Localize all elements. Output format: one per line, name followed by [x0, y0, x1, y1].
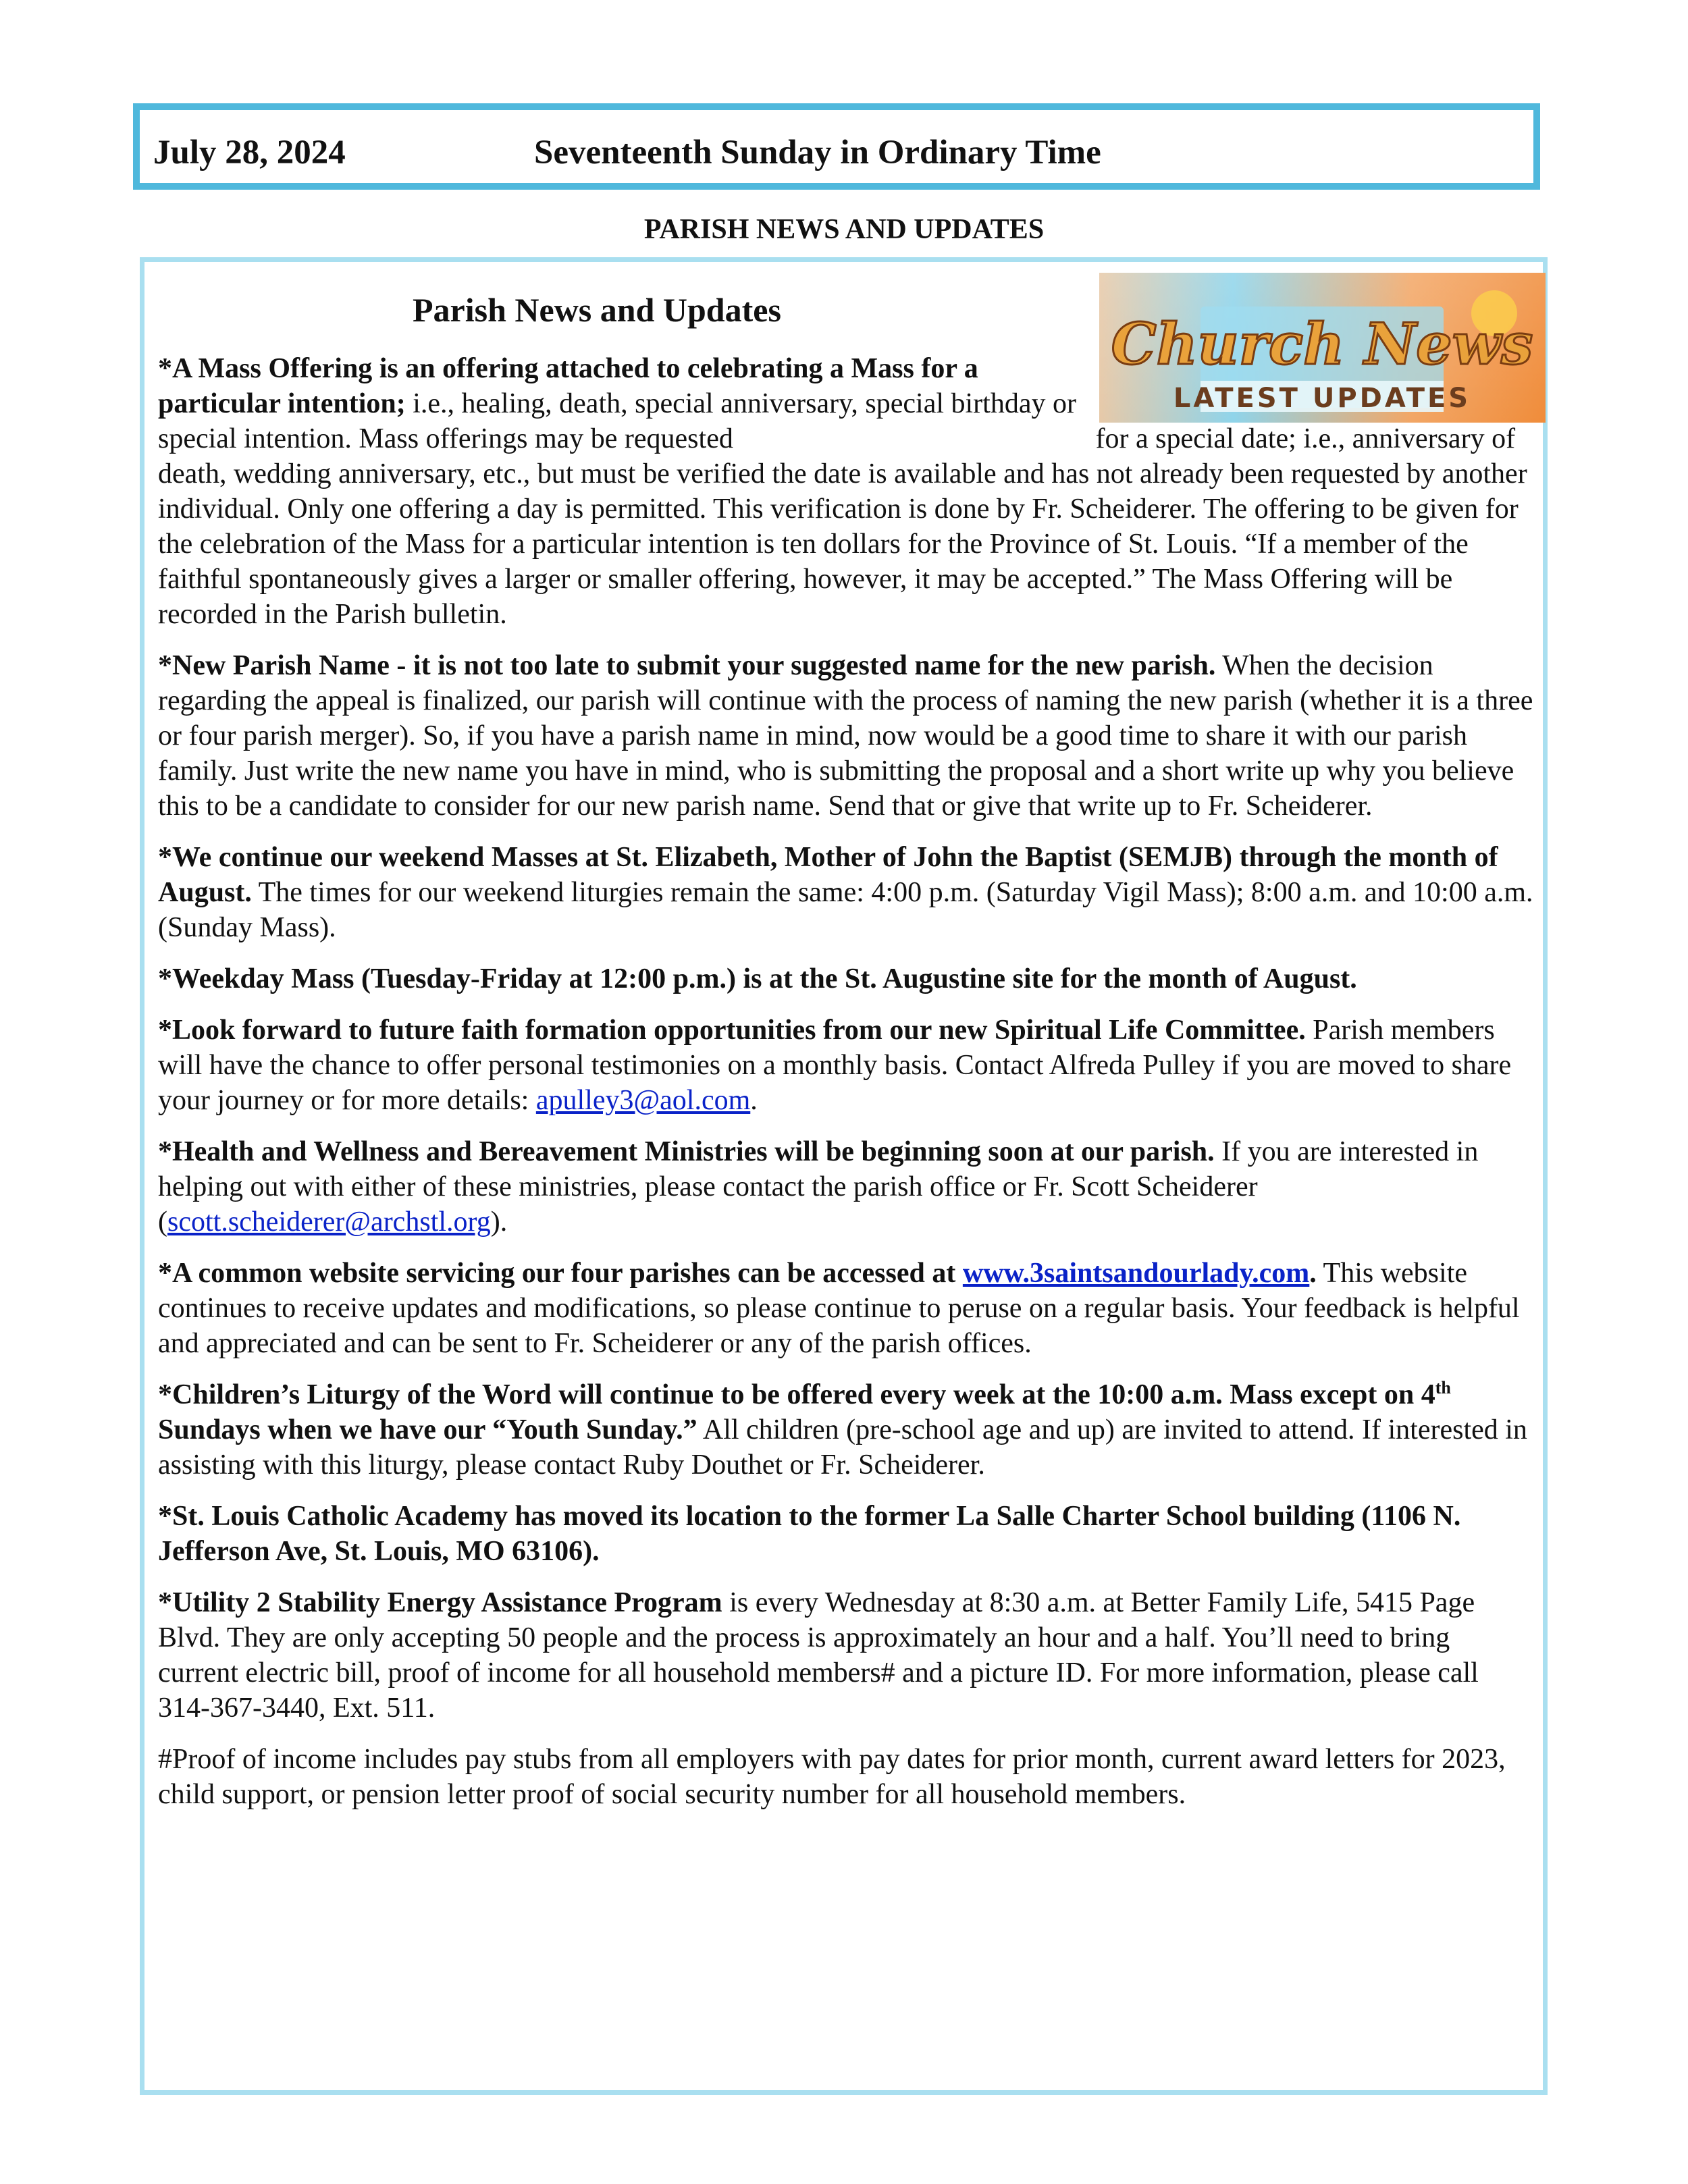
- weekday-mass-bold: *Weekday Mass (Tuesday-Friday at 12:00 p.m.) is at the St. Augustine site for the month of August.: [158, 963, 1357, 994]
- childrens-liturgy-item: [158, 1377, 1535, 1483]
- mass-offering-item: [158, 351, 1535, 632]
- image-subtitle-text: LATEST UPDATES: [1173, 383, 1471, 414]
- new-name-bold: *New Parish Name - it is not too late to submit your suggested name for the new parish.: [158, 650, 1216, 681]
- health-wellness-end: ).: [490, 1206, 508, 1237]
- utility-bold: *Utility 2 Stability Energy Assistance Program: [158, 1587, 722, 1618]
- spiritual-life-bold: *Look forward to future faith formation opportunities from our new Spiritual Life Committee.: [158, 1015, 1306, 1046]
- mass-offering-text: for a special date; i.e., anniversary of death, wedding anniversary, etc., but must be verified the date is available and has not already been requested by another individual. Only one offering a day is permitted. This verification is done by Fr. Scheiderer. The offering to be given for the celebration of the Mass for a particular intention is ten dollars for the Province of St. Louis. “If a member of the faithful spontaneously gives a larger or smaller offering, however, it may be accepted.” The Mass Offering will be recorded in the Parish bulletin.: [158, 423, 1527, 630]
- mass-offering-narrow: [158, 351, 1088, 456]
- website-link[interactable]: www.3saintsandourlady.com: [962, 1258, 1310, 1289]
- bulletin-date: July 28, 2024: [153, 134, 346, 171]
- image-title-text: Church News: [1111, 311, 1533, 377]
- section-heading: PARISH NEWS AND UPDATES: [643, 214, 1045, 245]
- childrens-liturgy-sup: th: [1435, 1378, 1451, 1397]
- spiritual-life-text: Parish members will have the chance to offer personal testimonies on a monthly basis. Contact Alfreda Pulley if you are moved to share your journey or for more details:: [158, 1015, 1512, 1116]
- spiritual-life-end: .: [750, 1085, 758, 1116]
- mass-offering-bold: *A Mass Offering is an offering attached to celebrating a Mass for a particular intention;: [158, 353, 978, 419]
- spiritual-life-item: [158, 1013, 1535, 1118]
- childrens-liturgy-bold-2: Sundays when we have our “Youth Sunday.”: [158, 1414, 697, 1445]
- childrens-liturgy-bold-1: *Children’s Liturgy of the Word will continue to be offered every week at the 10:00 a.m. Mass except on 4: [158, 1379, 1435, 1410]
- header-box: [133, 103, 1540, 190]
- website-bold: *A common website servicing our four parishes can be accessed at: [158, 1258, 963, 1289]
- health-wellness-text: If you are interested in helping out with either of these ministries, please contact the parish office or Fr. Scott Scheiderer (: [158, 1136, 1479, 1237]
- website-text: This website continues to receive updates and modifications, so please continue to peruse on a regular basis. Your feedback is helpful and appreciated and can be sent to Fr. Scheiderer or any of the parish offices.: [158, 1258, 1520, 1359]
- utility-item: [158, 1585, 1535, 1726]
- academy-item: [158, 1499, 1535, 1569]
- news-content-box: [140, 257, 1548, 2095]
- website-item: [158, 1256, 1535, 1361]
- weekday-mass-item: [158, 961, 1535, 996]
- inner-title: Parish News and Updates: [413, 291, 781, 329]
- health-wellness-bold: *Health and Wellness and Bereavement Ministries will be beginning soon at our parish.: [158, 1136, 1215, 1167]
- new-name-item: [158, 648, 1535, 824]
- weekend-masses-text: The times for our weekend liturgies remain the same: 4:00 p.m. (Saturday Vigil Mass); 8:00 a.m. and 10:00 a.m. (Sunday Mass).: [158, 877, 1533, 943]
- weekend-masses-item: [158, 840, 1535, 945]
- health-wellness-item: [158, 1134, 1535, 1240]
- new-name-text: When the decision regarding the appeal is finalized, our parish will continue with the process of naming the new parish (whether it is a three or four parish merger). So, if you have a parish name in mind, now would be a good time to share it with our parish family. Just write the new name you have in mind, who is submitting the proposal and a short write up why you believe this to be a candidate to consider for our new parish name. Send that or give that write up to Fr. Scheiderer.: [158, 650, 1533, 822]
- academy-bold: *St. Louis Catholic Academy has moved its location to the former La Salle Charter School building (1106 N. Jefferson Ave, St. Louis, MO 63106).: [158, 1501, 1461, 1567]
- alfreda-email-link[interactable]: apulley3@aol.com: [535, 1085, 751, 1116]
- scheiderer-email-link[interactable]: scott.scheiderer@archstl.org: [167, 1206, 491, 1237]
- childrens-liturgy-text: All children (pre-school age and up) are invited to attend. If interested in assisting with this liturgy, please contact Ruby Douthet or Fr. Scheiderer.: [158, 1414, 1527, 1481]
- mass-offering-text-narrow: i.e., healing, death, special anniversary, special birthday or special intention. Mass offerings may be requested: [158, 388, 1076, 454]
- body-text: [158, 351, 1535, 1828]
- liturgical-title: Seventeenth Sunday in Ordinary Time: [534, 134, 1101, 171]
- proof-text: #Proof of income includes pay stubs from all employers with pay dates for prior month, current award letters for 2023, child support, or pension letter proof of social security number for all household members.: [158, 1744, 1506, 1810]
- proof-item: [158, 1742, 1535, 1812]
- website-bold-end: .: [1309, 1258, 1317, 1289]
- weekend-masses-bold: *We continue our weekend Masses at St. Elizabeth, Mother of John the Baptist (SEMJB) through the month of August.: [158, 842, 1498, 908]
- utility-text: is every Wednesday at 8:30 a.m. at Better Family Life, 5415 Page Blvd. They are only accepting 50 people and the process is approximately an hour and a half. You’ll need to bring current electric bill, proof of income for all household members# and a picture ID. For more information, please call 314-367-3440, Ext. 511.: [158, 1587, 1479, 1724]
